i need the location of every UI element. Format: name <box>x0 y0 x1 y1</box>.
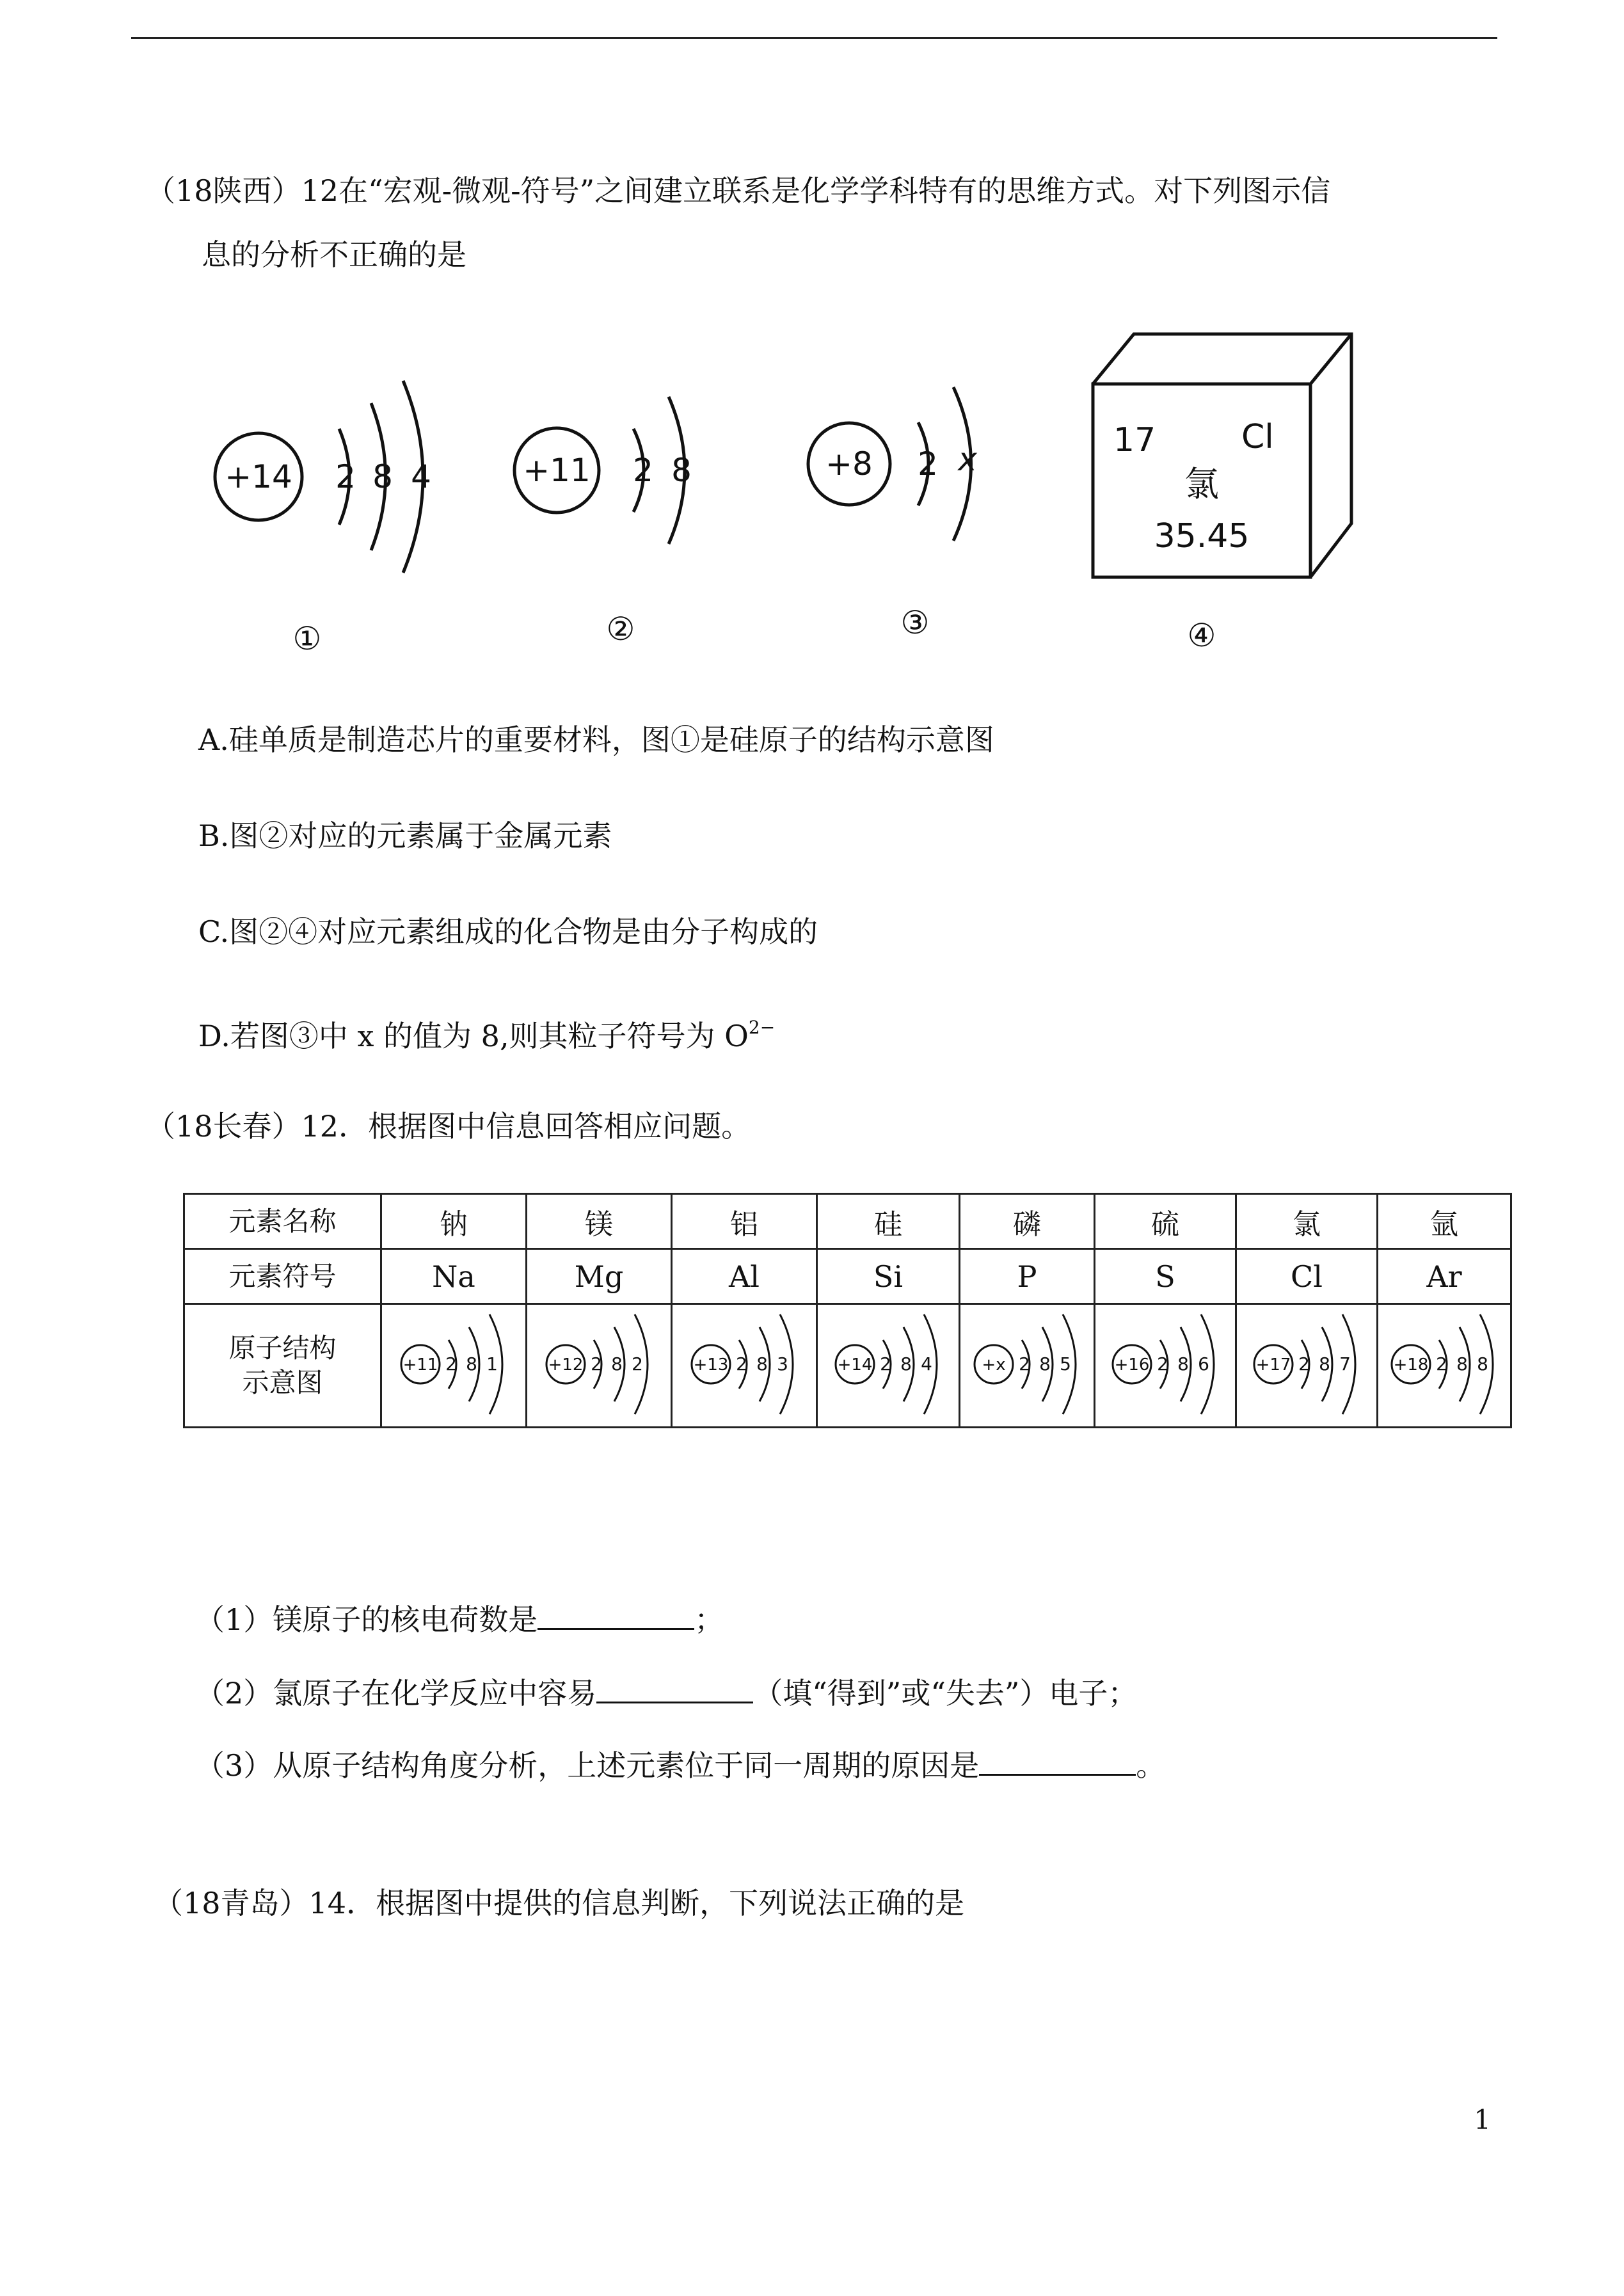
nucleus-charge: +11 <box>402 1355 438 1375</box>
element-table <box>183 1193 1512 1428</box>
atom3-shell1: 2 <box>918 445 938 482</box>
atom-diagram-cell <box>527 1304 672 1428</box>
q1-option-a: A.硅单质是制造芯片的重要材料，图①是硅原子的结构示意图 <box>198 722 994 757</box>
atom1-shell3: 4 <box>411 458 431 495</box>
q2-sub2 <box>195 1673 1137 1712</box>
q2-title: （18长春）12．根据图中信息回答相应问题。 <box>146 1109 751 1144</box>
page-number: 1 <box>1474 2104 1491 2135</box>
q1-stem-line2: 息的分析不正确的是 <box>202 237 466 272</box>
cell-symbol-p: P <box>960 1249 1095 1304</box>
atom1-shell2: 8 <box>372 458 393 495</box>
cell-name-cl: 氯 <box>1236 1194 1378 1249</box>
atom3-label: ③ <box>900 604 930 641</box>
atom1-label: ① <box>292 620 322 657</box>
answer-blank-3[interactable] <box>979 1746 1136 1776</box>
cell-symbol: Cl <box>1241 418 1274 456</box>
row-header-name: 元素名称 <box>184 1194 381 1249</box>
nucleus-charge: +17 <box>1255 1355 1291 1375</box>
shell-electron-count: 8 <box>611 1353 623 1375</box>
shell-electron-count: 2 <box>591 1353 602 1375</box>
table-row-symbols <box>184 1249 1511 1304</box>
atom-diagram-cell <box>817 1304 960 1428</box>
answer-blank-1[interactable] <box>537 1600 694 1630</box>
shell-electron-count: 2 <box>1019 1353 1030 1375</box>
q1-option-d <box>198 1008 775 1055</box>
atom3-nucleus: +8 <box>825 445 873 482</box>
shell-electron-count: 8 <box>1319 1353 1330 1375</box>
atom-diagram-cell <box>1095 1304 1236 1428</box>
top-rule <box>131 37 1497 39</box>
cell-name-ar: 氩 <box>1378 1194 1511 1249</box>
cell-name-s: 硫 <box>1095 1194 1236 1249</box>
atom-diagram-na <box>390 1307 518 1422</box>
q1-option-b: B.图②对应的元素属于金属元素 <box>198 818 612 853</box>
table-row-names <box>184 1194 1511 1249</box>
atom-diagram-cell <box>672 1304 817 1428</box>
shell-electron-count: 8 <box>466 1353 477 1375</box>
nucleus-charge: +16 <box>1114 1355 1150 1375</box>
cell-name-na: 钠 <box>381 1194 527 1249</box>
shell-electron-count: 5 <box>1060 1353 1071 1375</box>
atom2-shell2: 8 <box>671 452 692 489</box>
shell-electron-count: 8 <box>900 1353 912 1375</box>
row-header-diagram-line1: 原子结构 <box>228 1332 337 1364</box>
shell-electron-count: 7 <box>1339 1353 1351 1375</box>
atom-diagram-cl <box>1243 1307 1371 1422</box>
shell-electron-count: 8 <box>1456 1353 1468 1375</box>
shell-electron-count: 1 <box>486 1353 498 1375</box>
nucleus-charge: +x <box>982 1355 1006 1375</box>
shell-electron-count: 3 <box>777 1353 788 1375</box>
cell-symbol-si: Si <box>817 1249 960 1304</box>
cell-label: ④ <box>1187 617 1216 654</box>
q2-sub1-text: （1）镁原子的核电荷数是 <box>195 1602 538 1637</box>
atom-diagram-al <box>680 1307 808 1422</box>
nucleus-charge: +13 <box>693 1355 729 1375</box>
shell-electron-count: 2 <box>1436 1353 1447 1375</box>
atom-diagram-s <box>1101 1307 1229 1422</box>
shell-electron-count: 8 <box>1039 1353 1051 1375</box>
q2-sub2-end: （填“得到”或“失去”）电子； <box>753 1676 1138 1710</box>
atom-diagram-p <box>963 1307 1091 1422</box>
shell-electron-count: 2 <box>1298 1353 1310 1375</box>
q2-sub2-text: （2）氯原子在化学反应中容易 <box>195 1676 597 1710</box>
q2-sub1-end: ； <box>694 1602 724 1637</box>
cell-symbol-mg: Mg <box>527 1249 672 1304</box>
atom-diagram-cell <box>1378 1304 1511 1428</box>
atom1-shell1: 2 <box>335 458 356 495</box>
atom1-nucleus: +14 <box>225 458 292 495</box>
atom-diagram-si <box>824 1307 952 1422</box>
atom2-shell1: 2 <box>633 452 653 489</box>
row-header-diagram <box>184 1304 381 1428</box>
cell-name-si: 硅 <box>817 1194 960 1249</box>
cell-mass: 35.45 <box>1154 517 1250 555</box>
cell-name-al: 铝 <box>672 1194 817 1249</box>
atom-diagram-cell <box>960 1304 1095 1428</box>
q1-figure <box>192 320 1376 678</box>
cell-symbol-al: Al <box>672 1249 817 1304</box>
cell-name-mg: 镁 <box>527 1194 672 1249</box>
table-row-diagrams <box>184 1304 1511 1428</box>
shell-electron-count: 2 <box>1157 1353 1168 1375</box>
answer-blank-2[interactable] <box>596 1673 753 1703</box>
shell-electron-count: 6 <box>1198 1353 1209 1375</box>
q3-title: （18青岛）14．根据图中提供的信息判断，下列说法正确的是 <box>154 1886 965 1920</box>
cell-name-p: 磷 <box>960 1194 1095 1249</box>
q2-sub3-text: （3）从原子结构角度分析，上述元素位于同一周期的原因是 <box>195 1748 980 1783</box>
atom2-nucleus: +11 <box>523 452 591 489</box>
cell-atomic-number: 17 <box>1113 421 1156 459</box>
shell-electron-count: 2 <box>880 1353 891 1375</box>
cell-symbol-ar: Ar <box>1378 1249 1511 1304</box>
q2-sub3-end: 。 <box>1136 1748 1166 1783</box>
nucleus-charge: +14 <box>837 1355 873 1375</box>
cell-symbol-na: Na <box>381 1249 527 1304</box>
q1-option-c: C.图②④对应元素组成的化合物是由分子构成的 <box>198 914 818 949</box>
atom3-shell2: x <box>958 441 977 478</box>
atom2-label: ② <box>606 610 635 648</box>
q2-sub1 <box>195 1600 724 1639</box>
atom-diagram-cell <box>1236 1304 1378 1428</box>
atom-diagram-ar <box>1380 1307 1508 1422</box>
shell-electron-count: 8 <box>1477 1353 1488 1375</box>
shell-electron-count: 4 <box>921 1353 932 1375</box>
q1-option-d-text: D.若图③中 x 的值为 8,则其粒子符号为 O <box>198 1019 749 1053</box>
nucleus-charge: +18 <box>1393 1355 1429 1375</box>
atom-diagram-cell <box>381 1304 527 1428</box>
q1-option-d-charge: 2− <box>748 1017 776 1038</box>
shell-electron-count: 8 <box>756 1353 768 1375</box>
shell-electron-count: 2 <box>736 1353 747 1375</box>
row-header-symbol: 元素符号 <box>184 1249 381 1304</box>
cell-name: 氯 <box>1184 464 1219 504</box>
q1-stem-line1: （18陕西）12在“宏观-微观-符号”之间建立联系是化学学科特有的思维方式。对下列图示信 <box>146 173 1331 208</box>
row-header-diagram-line2: 示意图 <box>242 1367 323 1398</box>
q2-sub3 <box>195 1746 1165 1785</box>
shell-electron-count: 8 <box>1177 1353 1189 1375</box>
cell-symbol-s: S <box>1095 1249 1236 1304</box>
atom-diagram-mg <box>535 1307 663 1422</box>
nucleus-charge: +12 <box>548 1355 584 1375</box>
cell-symbol-cl: Cl <box>1236 1249 1378 1304</box>
shell-electron-count: 2 <box>445 1353 457 1375</box>
shell-electron-count: 2 <box>632 1353 643 1375</box>
